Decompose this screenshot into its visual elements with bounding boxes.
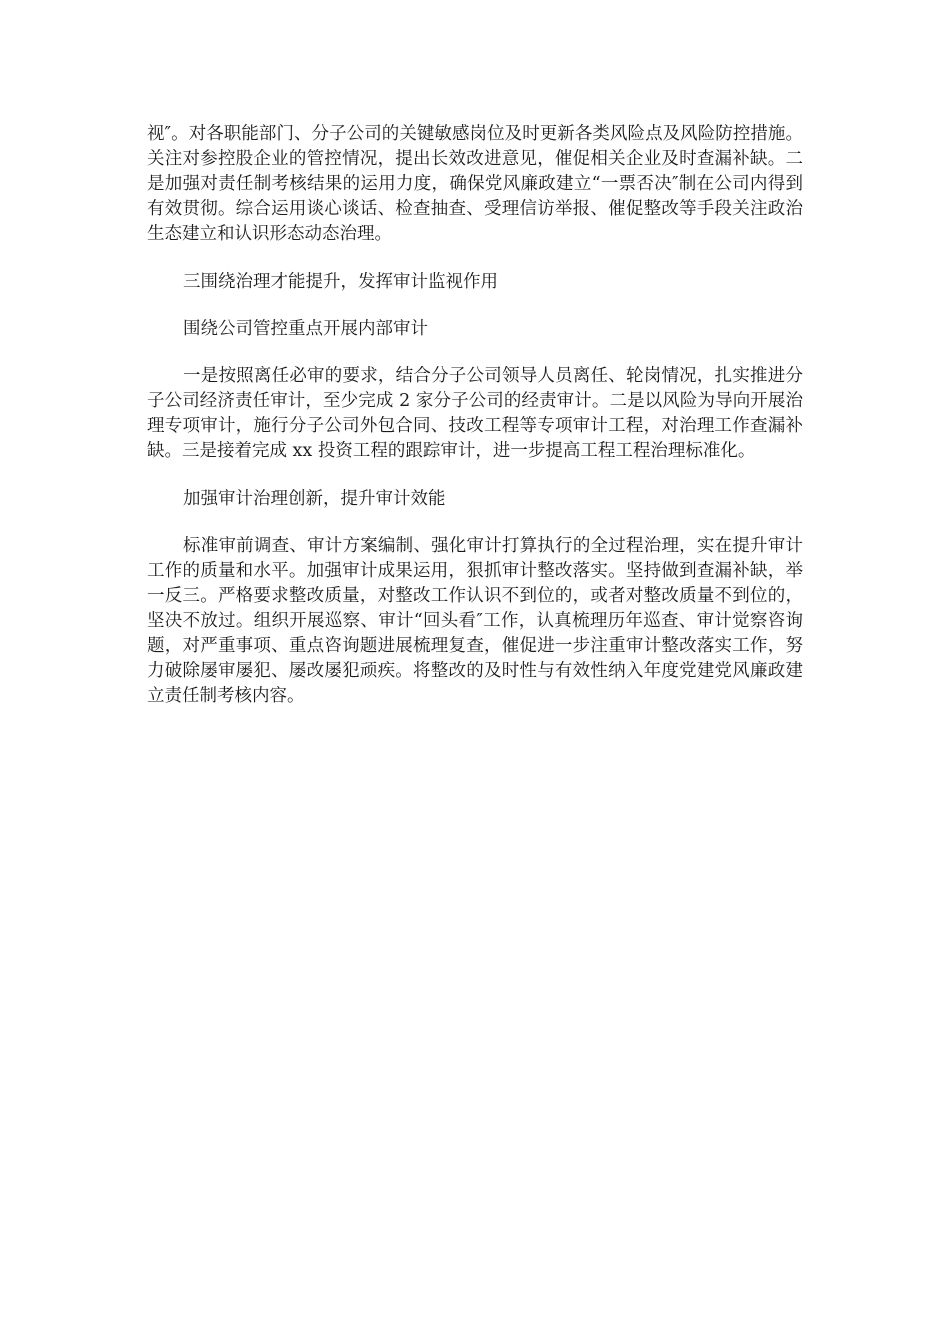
paragraph-audit-innovation: 标准审前调查、审计方案编制、强化审计打算执行的全过程治理，实在提升审计工作的质量和水平。加强审计成果运用，狠抓审计整改落实。坚持做到查漏补缺，举一反三。严格要求整改质量，对整改工作认识不到位的，或者对整改质量不到位的，坚决不放过。组织开展巡察、审计“回头看″工作，认真梳理历年巡查、审计觉察咨询题，对严重事项、重点咨询题进展梳理复查，催促进一步注重审计整改落实工作，努力破除屡审屡犯、屡改屡犯顽疾。将整改的及时性与有效性纳入年度党建党风廉政建立责任制考核内容。: [147, 536, 803, 706]
paragraph-internal-audit: 一是按照离任必审的要求，结合分子公司领导人员离任、轮岗情况，扎实推进分子公司经济责任审计，至少完成 2 家分子公司的经责审计。二是以风险为导向开展治理专项审计，施行分子公司外包合同、技改工程等专项审计工程，对治理工作查漏补缺。三是接着完成 xx 投资工程的跟踪审计，进一步提高工程工程治理标准化。: [147, 366, 803, 461]
subheading-audit-innovation: 加强审计治理创新，提升审计效能: [183, 489, 446, 509]
subheading-internal-audit: 围绕公司管控重点开展内部审计: [183, 319, 428, 339]
paragraph-continuation: 视″。对各职能部门、分子公司的关键敏感岗位及时更新各类风险点及风险防控措施。关注对参控股企业的管控情况，提出长效改进意见，催促相关企业及时查漏补缺。二是加强对责任制考核结果的运用力度，确保党风廉政建立“一票否决″制在公司内得到有效贯彻。综合运用谈心谈话、检查抽查、受理信访举报、催促整改等手段关注政治生态建立和认识形态动态治理。: [147, 124, 803, 244]
document-body: [147, 122, 803, 732]
section-heading-audit-oversight: 三围绕治理才能提升，发挥审计监视作用: [183, 272, 498, 292]
